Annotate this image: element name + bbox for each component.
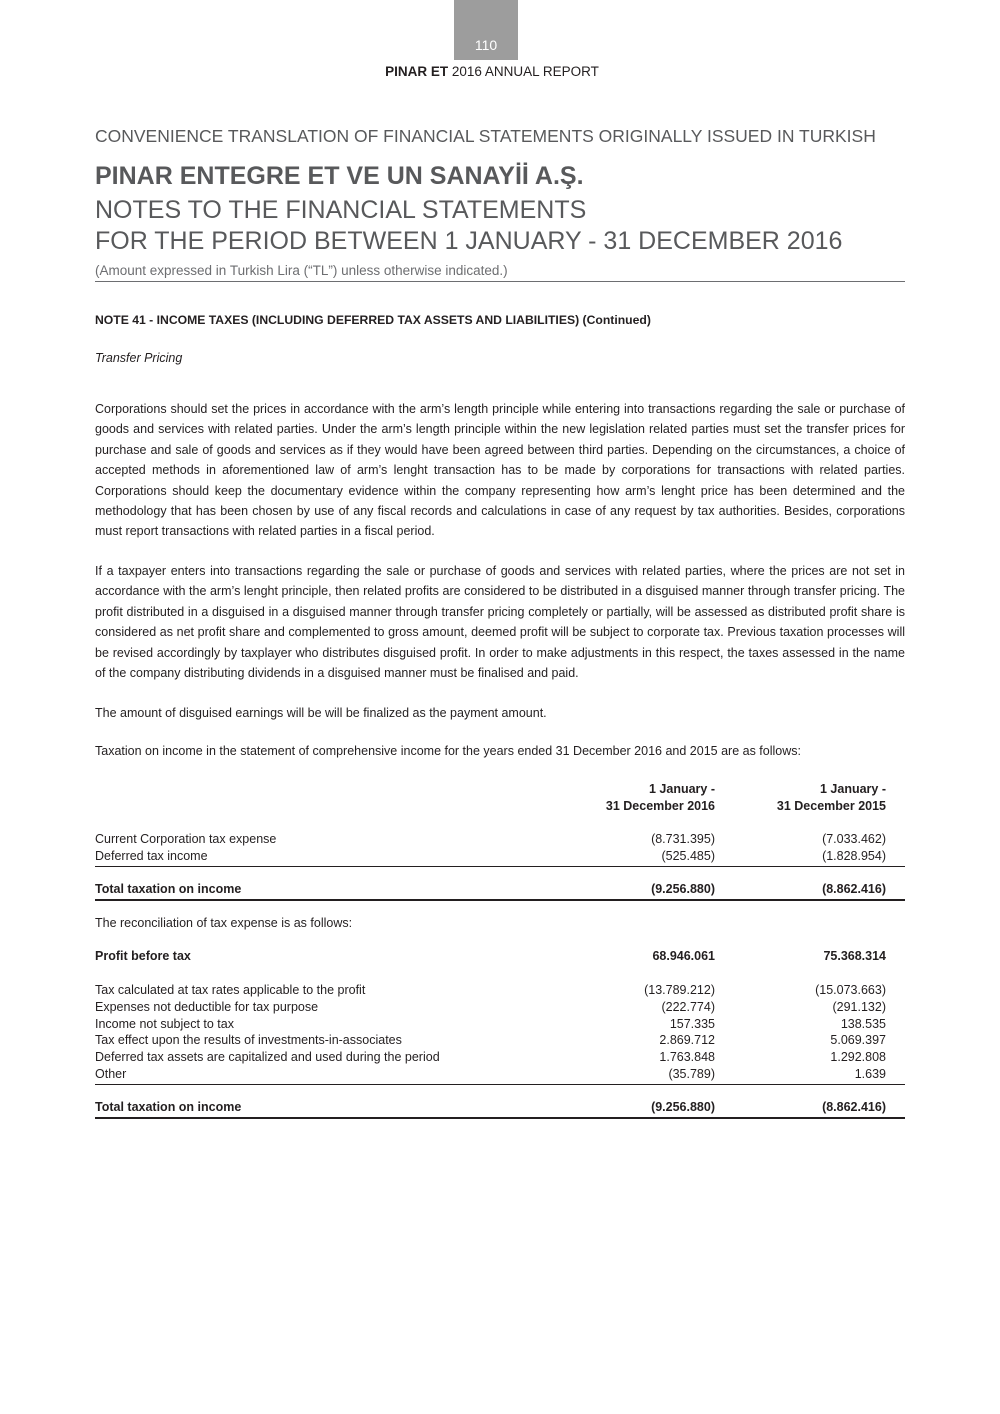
note-heading: NOTE 41 - INCOME TAXES (INCLUDING DEFERRED TAX ASSETS AND LIABILITIES) (Continued)	[95, 313, 651, 327]
value-2016: 2.869.712	[659, 1033, 715, 1047]
table-row	[95, 983, 905, 1000]
section-subheading: Transfer Pricing	[95, 351, 183, 365]
page-number: 110	[474, 37, 498, 53]
value-2015: (291.132)	[832, 1000, 886, 1014]
value-2016: 1.763.848	[659, 1050, 715, 1064]
value-2015: (8.862.416)	[822, 882, 886, 896]
amount-expression-note: (Amount expressed in Turkish Lira (“TL”) unless otherwise indicated.)	[95, 263, 508, 278]
total-row	[95, 1100, 905, 1117]
table-row	[95, 849, 905, 866]
period-title: FOR THE PERIOD BETWEEN 1 JANUARY - 31 DECEMBER 2016	[95, 227, 843, 255]
value-2015: 5.069.397	[830, 1033, 886, 1047]
total-row	[95, 882, 905, 899]
report-brand: PINAR ET	[385, 64, 449, 79]
value-2015: (1.828.954)	[822, 849, 886, 863]
report-year-title: 2016 ANNUAL REPORT	[451, 64, 599, 79]
header-divider	[95, 281, 905, 282]
value-2015: 75.368.314	[823, 949, 886, 963]
table-row	[95, 1000, 905, 1017]
paragraph-transfer-pricing-2: If a taxpayer enters into transactions regarding the sale or purchase of goods and services with related parties, where the prices are not set in accordance with the arm’s lenght principle, then related profits are considered to be distributed in a disguised manner through transfer pricing. The profit distributed in a disguised in a disguised manner through transfer pricing completely or partially, will be assessed as distributed profit share is considered as net profit share and complemented to gross amount, deemed profit will be subject to corporate tax. Previous taxation processes will be revised accordingly by taxplayer who distributes disguised profit. In order to make adjustments in this respect, the taxes assessed in the name of the company distributing dividends in a disguised manner must be finalised and paid.	[95, 564, 905, 681]
total-rule	[95, 899, 905, 901]
column-header-2015-line2: 31 December 2015	[776, 799, 886, 813]
value-2016: 68.946.061	[652, 949, 715, 963]
paragraph-disguised-earnings: The amount of disguised earnings will be will be finalized as the payment amount.	[95, 706, 547, 720]
value-2015: (7.033.462)	[822, 832, 886, 846]
value-2016: (9.256.880)	[651, 882, 715, 896]
row-label: Profit before tax	[95, 949, 191, 963]
paragraph-taxation-intro: Taxation on income in the statement of comprehensive income for the years ended 31 December 2016 and 2015 are as follows:	[95, 744, 801, 758]
column-header-2016	[555, 781, 715, 815]
notes-title: NOTES TO THE FINANCIAL STATEMENTS	[95, 196, 587, 224]
value-2015: (8.862.416)	[822, 1100, 886, 1114]
column-header-2015	[726, 781, 886, 815]
value-2016: 157.335	[669, 1017, 715, 1031]
column-header-2016-line2: 31 December 2016	[605, 799, 715, 813]
reconciliation-intro: The reconciliation of tax expense is as follows:	[95, 916, 353, 930]
profit-before-tax-row	[95, 949, 905, 966]
row-label: Tax effect upon the results of investments-in-associates	[95, 1033, 402, 1047]
row-label: Tax calculated at tax rates applicable to the profit	[95, 983, 366, 997]
row-label: Deferred tax assets are capitalized and used during the period	[95, 1050, 440, 1064]
value-2016: (35.789)	[668, 1067, 715, 1081]
value-2016: (13.789.212)	[644, 983, 715, 997]
table-row	[95, 1017, 905, 1034]
value-2015: (15.073.663)	[815, 983, 886, 997]
table-row	[95, 1033, 905, 1050]
total-rule	[95, 1117, 905, 1119]
value-2015: 138.535	[840, 1017, 886, 1031]
paragraph-transfer-pricing-1: Corporations should set the prices in accordance with the arm’s length principle while entering into transactions regarding the sale or purchase of goods and services with related parties. Under the arm’s length principle within the new legislation related parties must set the transfer prices for purchase and sale of goods and services as if they would have been agreed between third parties. Depending on the circumstances, a choice of accepted methods in aforementioned law of arm’s lenght transaction has to be made by corporations for transactions with related parties. Corporations should keep the documentary evidence within the company representing how arm’s lenght price has been determined and the methodology that has been chosen by use of any fiscal records and calculations in case of any request by tax authorities. Besides, corporations must report transactions with related parties in a fiscal period.	[95, 402, 905, 539]
report-name	[0, 64, 984, 79]
company-name: PINAR ENTEGRE ET VE UN SANAYİİ A.Ş.	[95, 162, 584, 190]
value-2016: (222.774)	[661, 1000, 715, 1014]
value-2015: 1.639	[854, 1067, 886, 1081]
convenience-translation-note: CONVENIENCE TRANSLATION OF FINANCIAL STATEMENTS ORIGINALLY ISSUED IN TURKISH	[95, 126, 876, 146]
column-header-2016-line1: 1 January -	[648, 782, 715, 796]
row-label: Deferred tax income	[95, 849, 208, 863]
row-label: Expenses not deductible for tax purpose	[95, 1000, 319, 1014]
value-2016: (8.731.395)	[651, 832, 715, 846]
value-2016: (525.485)	[661, 849, 715, 863]
column-header-2015-line1: 1 January -	[819, 782, 886, 796]
page-number-tab	[454, 0, 518, 60]
row-label: Income not subject to tax	[95, 1017, 234, 1031]
value-2016: (9.256.880)	[651, 1100, 715, 1114]
table-row	[95, 832, 905, 849]
row-label: Total taxation on income	[95, 1100, 242, 1114]
table-row	[95, 1050, 905, 1067]
subtotal-rule	[95, 1084, 905, 1085]
table-row	[95, 1067, 905, 1084]
row-label: Total taxation on income	[95, 882, 242, 896]
row-label: Current Corporation tax expense	[95, 832, 277, 846]
row-label: Other	[95, 1067, 127, 1081]
value-2015: 1.292.808	[830, 1050, 886, 1064]
subtotal-rule	[95, 866, 905, 867]
